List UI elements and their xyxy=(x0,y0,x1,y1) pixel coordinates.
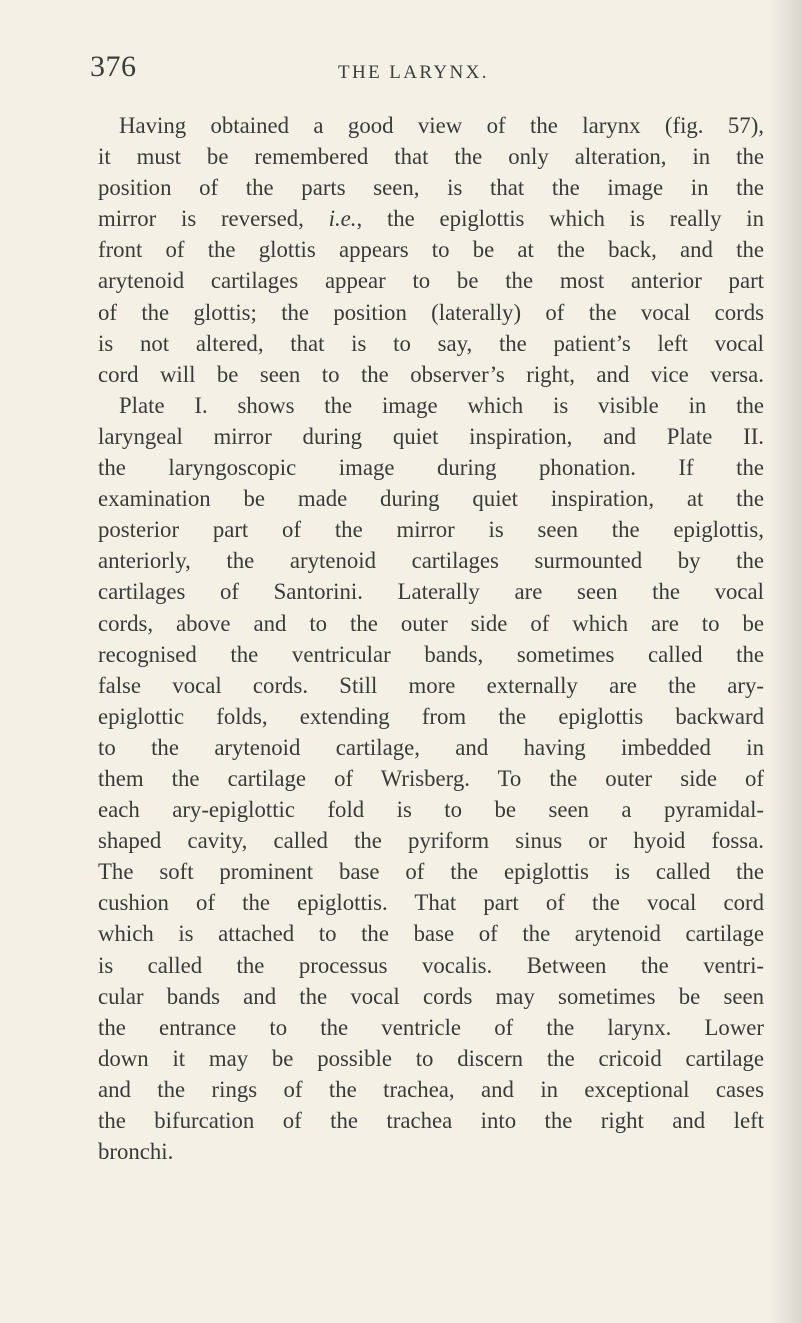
paragraph-line: the entrance to the ventricle of the larynx. Lower xyxy=(98,1014,764,1040)
paragraph-line: which is attached to the base of the arytenoid cartilage xyxy=(98,921,764,947)
paragraph-line: laryngeal mirror during quiet inspiration, and Plate II. xyxy=(98,423,764,449)
page-number: 376 xyxy=(90,50,137,83)
paragraph-line: epiglottic folds, extending from the epiglottis backward xyxy=(98,703,764,729)
paragraph-line: arytenoid cartilages appear to be the most anterior part xyxy=(98,268,764,294)
paragraph-line: false vocal cords. Still more externally are the ary- xyxy=(98,672,764,698)
paragraph-line: examination be made during quiet inspiration, at the xyxy=(98,486,764,512)
paragraph-line: Having obtained a good view of the larynx (fig. 57), xyxy=(119,113,764,138)
paragraph-line: cords, above and to the outer side of which are to be xyxy=(98,610,764,636)
paragraph-line: posterior part of the mirror is seen the epiglottis, xyxy=(98,517,764,543)
paragraph-line: position of the parts seen, is that the image in the xyxy=(98,175,764,201)
paragraph-line: front of the glottis appears to be at the back, and the xyxy=(98,237,764,263)
paragraph-line: to the arytenoid cartilage, and having imbedded in xyxy=(98,734,764,760)
paragraph-line: the laryngoscopic image during phonation. If the xyxy=(98,455,764,481)
paragraph-line: cord will be seen to the observer’s right, and vice versa. xyxy=(98,361,764,387)
paragraph-line: anteriorly, the arytenoid cartilages surmounted by the xyxy=(98,548,764,574)
paragraph-line: cular bands and the vocal cords may sometimes be seen xyxy=(98,983,764,1009)
page-edge-shadow xyxy=(767,0,801,1323)
paragraph-line: them the cartilage of Wrisberg. To the outer side of xyxy=(98,765,764,791)
paragraph-line: mirror is reversed, i.e., the epiglottis which is really in xyxy=(98,206,764,232)
page-header xyxy=(0,50,801,100)
paragraph-line: The soft prominent base of the epiglottis is called the xyxy=(98,859,764,885)
body-paragraph xyxy=(98,110,764,1167)
paragraph-line: and the rings of the trachea, and in exceptional cases xyxy=(98,1076,764,1102)
paragraph-line: cartilages of Santorini. Laterally are seen the vocal xyxy=(98,579,764,605)
paragraph-line: shaped cavity, called the pyriform sinus or hyoid fossa. xyxy=(98,828,764,854)
paragraph-line: is not altered, that is to say, the patient’s left vocal xyxy=(98,330,764,356)
paragraph-line: it must be remembered that the only alteration, in the xyxy=(98,144,764,170)
paragraph-line: recognised the ventricular bands, sometimes called the xyxy=(98,641,764,667)
paragraph-line: the bifurcation of the trachea into the right and left xyxy=(98,1108,764,1133)
paragraph-line: each ary-epiglottic fold is to be seen a pyramidal- xyxy=(98,797,764,823)
paragraph-line: bronchi. xyxy=(98,1139,174,1165)
paragraph-line: down it may be possible to discern the cricoid cartilage xyxy=(98,1045,764,1071)
paragraph-line: is called the processus vocalis. Between the ventri- xyxy=(98,952,764,978)
paragraph-line: cushion of the epiglottis. That part of the vocal cord xyxy=(98,890,764,916)
paragraph-line: Plate I. shows the image which is visible in the xyxy=(119,392,764,418)
paragraph-line: of the glottis; the position (laterally) of the vocal cords xyxy=(98,299,764,325)
running-head: THE LARYNX. xyxy=(338,62,489,83)
